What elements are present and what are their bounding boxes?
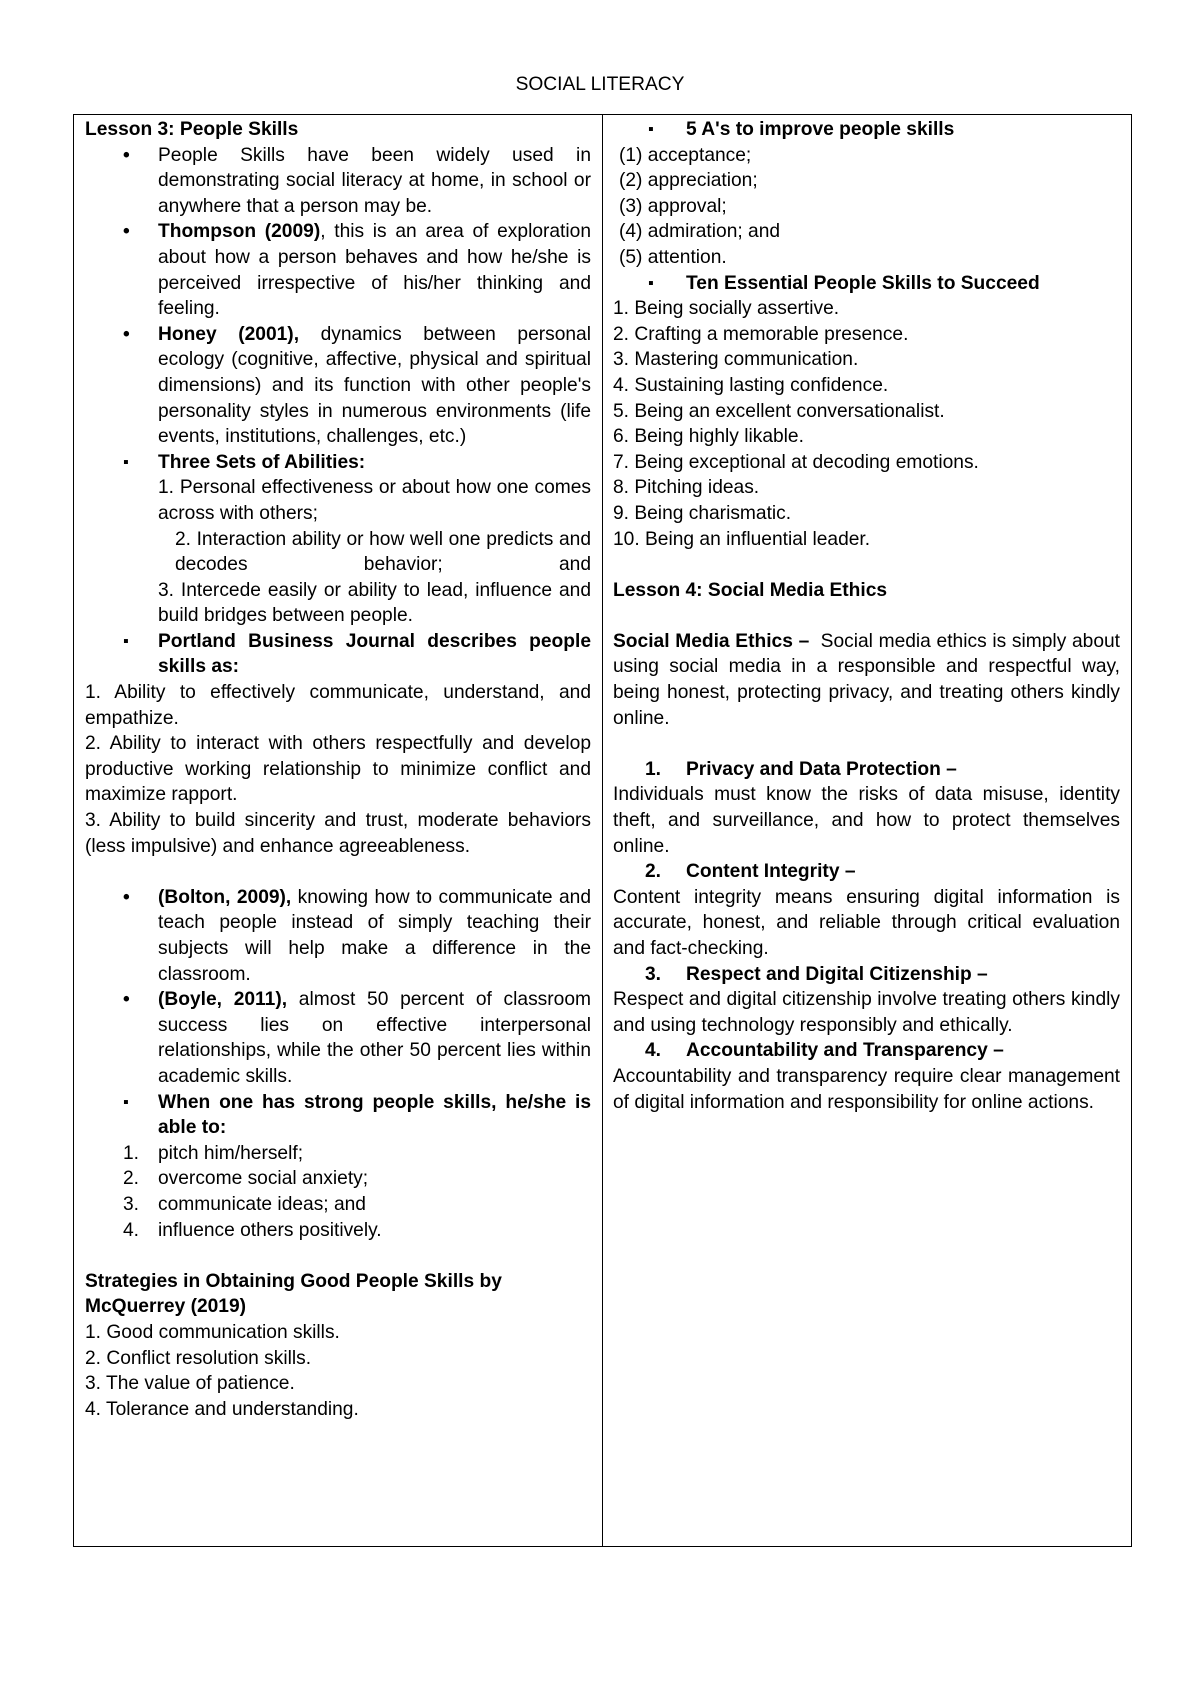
topic-heading-4	[613, 1038, 1120, 1064]
ten-item-3: 3. Mastering communication.	[613, 349, 859, 371]
topic-number: 1.	[645, 758, 662, 780]
bullet-thompson	[85, 219, 591, 321]
strategies-heading: Strategies in Obtaining Good People Skills by McQuerrey (2019)	[85, 1270, 502, 1318]
able-item-4	[85, 1218, 591, 1244]
topic-title: Accountability and Transparency –	[686, 1040, 1004, 1062]
able-number: 1.	[123, 1142, 140, 1164]
content-table	[73, 114, 1132, 1547]
strategy-item-2: 2. Conflict resolution skills.	[85, 1347, 312, 1369]
five-as-item-3: (3) approval;	[619, 195, 727, 217]
spacer	[613, 603, 1120, 629]
pbj-item-3: 3. Ability to build sincerity and trust, moderate behaviors (less impulsive) and enhance agreeableness.	[85, 810, 591, 857]
bullet-strong-skills: ▪ When one has strong people skills, he/she is able to:	[85, 1090, 591, 1141]
ten-item-1: 1. Being socially assertive.	[613, 298, 840, 320]
ten-item-7: 7. Being exceptional at decoding emotions.	[613, 451, 979, 473]
ability-item-2: 2. Interaction ability or how well one predicts and decodes behavior; and	[175, 528, 591, 576]
sme-term: Social Media Ethics –	[613, 630, 810, 652]
lesson3-heading: Lesson 3: People Skills	[85, 119, 299, 140]
topic-number: 3.	[645, 963, 662, 985]
topic-number: 4.	[645, 1040, 662, 1062]
strategy-item-1: 1. Good communication skills.	[85, 1321, 340, 1343]
social-media-ethics-definition	[613, 629, 1126, 731]
able-item-3	[85, 1192, 591, 1218]
spacer	[85, 859, 591, 885]
spacer	[613, 731, 1120, 757]
ten-item-2: 2. Crafting a memorable presence.	[613, 323, 909, 345]
able-item-2	[85, 1166, 591, 1192]
topic-text-2: Content integrity means ensuring digital information is accurate, honest, and reliable through critical evaluation and fact-checking.	[613, 886, 1120, 959]
topic-heading-3	[613, 962, 1120, 988]
sme-text: Social media ethics is simply about using social media in a responsible and respectful way, being honest, protecting privacy, and treating others kindly online.	[613, 630, 1126, 729]
able-text: pitch him/herself;	[158, 1142, 304, 1164]
five-as-item-5: (5) attention.	[619, 246, 727, 268]
able-number: 2.	[123, 1168, 140, 1190]
ability-item-3: 3. Intercede easily or ability to lead, influence and build bridges between people.	[158, 579, 591, 627]
ability-item-1: 1. Personal effectiveness or about how one comes across with others;	[158, 477, 591, 524]
honey-citation: Honey (2001),	[158, 323, 300, 345]
able-number: 4.	[123, 1219, 140, 1241]
honey-text: dynamics between personal ecology (cognitive, affective, physical and spiritual dimensions) and its function with other people's personality styles in numerous environments (life events, institutions, challenges, etc.)	[158, 323, 591, 448]
topic-heading-1	[613, 757, 1120, 783]
pbj-item-1: 1. Ability to effectively communicate, understand, and empathize.	[85, 682, 591, 729]
boyle-text: almost 50 percent of classroom success lies on effective interpersonal relationships, while the other 50 percent lies within academic skills.	[158, 989, 591, 1087]
document-title: SOCIAL LITERACY	[515, 74, 685, 95]
thompson-citation: Thompson (2009)	[158, 221, 321, 243]
thompson-text: , this is an area of exploration about how a person behaves and how he/she is perceived irrespective of his/her thinking and feeling.	[158, 221, 591, 320]
strategy-item-3: 3. The value of patience.	[85, 1373, 295, 1395]
ten-item-4: 4. Sustaining lasting confidence.	[613, 374, 889, 396]
right-column	[603, 115, 1131, 1546]
boyle-citation: (Boyle, 2011),	[158, 989, 288, 1011]
five-as-heading: ▪ 5 A's to improve people skills	[613, 117, 1120, 143]
bullet-honey	[85, 322, 591, 450]
five-as-item-4: (4) admiration; and	[619, 221, 781, 243]
bullet-boyle	[85, 987, 591, 1089]
able-text: overcome social anxiety;	[158, 1168, 369, 1190]
topic-title: Content Integrity –	[686, 861, 856, 883]
five-as-item-2: (2) appreciation;	[619, 170, 758, 192]
spacer	[85, 1243, 591, 1269]
bullet-portland: ▪ Portland Business Journal describes people skills as:	[85, 629, 591, 680]
able-item-1	[85, 1141, 591, 1167]
bullet-bolton	[85, 885, 591, 987]
strategy-item-4: 4. Tolerance and understanding.	[85, 1398, 359, 1420]
five-as-item-1: (1) acceptance;	[619, 144, 752, 166]
topic-text-1: Individuals must know the risks of data misuse, identity theft, and surveillance, and how to protect themselves online.	[613, 784, 1120, 857]
ten-item-8: 8. Pitching ideas.	[613, 477, 760, 499]
left-column	[74, 115, 603, 1546]
topic-title: Respect and Digital Citizenship –	[686, 963, 988, 985]
ten-skills-heading: ▪ Ten Essential People Skills to Succeed	[613, 271, 1120, 297]
bullet-people-skills: • People Skills have been widely used in demonstrating social literacy at home, in school or anywhere that a person may be.	[85, 143, 591, 220]
able-text: influence others positively.	[158, 1219, 382, 1241]
topic-number: 2.	[645, 861, 662, 883]
topic-text-3: Respect and digital citizenship involve treating others kindly and using technology responsibly and ethically.	[613, 989, 1120, 1036]
bolton-citation: (Bolton, 2009),	[158, 886, 292, 908]
lesson4-heading: Lesson 4: Social Media Ethics	[613, 579, 888, 601]
bolton-text: knowing how to communicate and teach people instead of simply teaching their subjects will help make a difference in the classroom.	[158, 886, 591, 985]
ten-item-10: 10. Being an influential leader.	[613, 528, 871, 550]
ten-item-6: 6. Being highly likable.	[613, 426, 804, 448]
able-number: 3.	[123, 1193, 140, 1215]
able-text: communicate ideas; and	[158, 1193, 366, 1215]
ten-item-5: 5. Being an excellent conversationalist.	[613, 400, 945, 422]
topic-heading-2	[613, 859, 1120, 885]
ten-item-9: 9. Being charismatic.	[613, 502, 792, 524]
ability-item-2-line	[85, 527, 591, 578]
topic-text-4: Accountability and transparency require clear management of digital information and responsibility for online actions.	[613, 1065, 1120, 1113]
spacer	[613, 552, 1120, 578]
bullet-three-sets: ▪ Three Sets of Abilities:	[85, 450, 591, 476]
pbj-item-2: 2. Ability to interact with others respectfully and develop productive working relationship to minimize conflict and maximize rapport.	[85, 733, 591, 806]
topic-title: Privacy and Data Protection –	[686, 758, 957, 780]
